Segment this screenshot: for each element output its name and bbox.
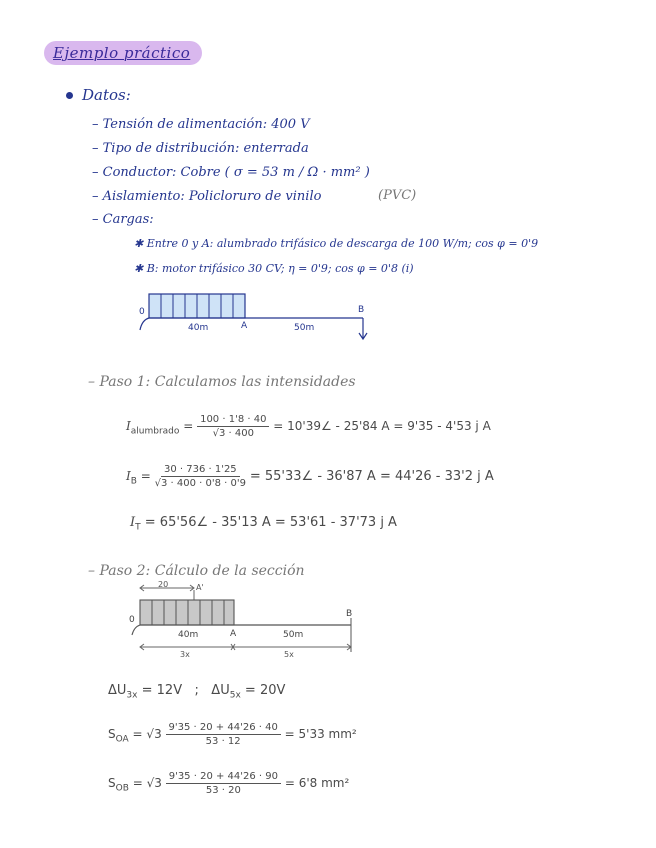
load-diagram-2 — [126, 580, 366, 660]
subscript: 3x — [126, 690, 138, 701]
fraction-denominator: √3 · 400 — [212, 428, 254, 439]
length-50-label: 50m — [283, 630, 304, 640]
paso2-text: Paso 2: Cálculo de la sección — [99, 563, 305, 579]
result-text: = 55'33∠ - 36'87 A = 44'26 - 33'2 j A — [249, 469, 494, 484]
subscript: T — [135, 522, 141, 533]
carga-item: ✱ B: motor trifásico 30 CV; η = 0'9; cos φ = 0'8 (i) — [134, 262, 414, 275]
result-text: = 65'56∠ - 35'13 A = 53'61 - 37'73 j A — [144, 515, 397, 530]
datos-heading: Datos: — [82, 86, 131, 104]
value-text: = 12V — [141, 683, 183, 698]
sqrt3: = √3 — [132, 727, 162, 741]
dim-3x-label: 3x — [180, 650, 190, 659]
formula-i-b: $I_B$ = $\frac{30 \cdot 736 \cdot 1'25}{√3 \cdot 400 \cdot 0'8 \cdot 0'9}$ = 55'33∠ - 36'87 A = 44'26 - 33'2 j A — [126, 464, 494, 489]
symbol-du: ΔU — [211, 683, 230, 698]
result-text: = 5'33 mm² — [284, 727, 357, 741]
node-a-label: A — [241, 321, 248, 331]
symbol-s: S — [108, 727, 116, 741]
carga-text: Entre 0 y A: alumbrado trifásico de descarga de 100 W/m; cos φ = 0'9 — [146, 237, 539, 250]
subscript: 5x — [229, 690, 241, 701]
length-40-label: 40m — [178, 630, 199, 640]
subscript: OB — [115, 783, 129, 794]
formula-i-total — [130, 515, 397, 533]
formula-s-oa — [108, 722, 357, 747]
bullet-dot — [66, 92, 73, 99]
source-arrow — [140, 318, 149, 330]
dato-text: Tipo de distribución: enterrada — [102, 141, 309, 156]
paso1-label: – Paso 1: Calculamos las intensidades — [88, 374, 356, 390]
distributed-load-area — [140, 600, 234, 625]
value-text: = 20V — [244, 683, 286, 698]
dato-item: – Tipo de distribución: enterrada — [92, 141, 309, 156]
separator: ; — [194, 683, 199, 698]
fraction-denominator: 53 · 20 — [205, 785, 241, 796]
dato-text: Aislamiento: Policloruro de vinilo — [102, 189, 322, 204]
dim-5x-label: 5x — [284, 650, 294, 659]
dato-item: – Tensión de alimentación: 400 V — [92, 117, 310, 132]
carga-item: ✱ Entre 0 y A: alumbrado trifásico de descarga de 100 W/m; cos φ = 0'9 — [134, 237, 539, 250]
node-b-label: B — [346, 609, 353, 619]
dim-20-label: 20 — [158, 580, 169, 589]
subscript: alumbrado — [130, 426, 180, 437]
symbol-i: I — [126, 469, 131, 483]
symbol-s: S — [108, 776, 116, 790]
fraction-numerator: 9'35 · 20 + 44'26 · 40 — [166, 722, 281, 735]
load-diagram-1 — [128, 288, 388, 346]
paso1-text: Paso 1: Calculamos las intensidades — [99, 374, 356, 390]
length-50-label: 50m — [294, 323, 315, 333]
node-o-label: 0 — [129, 615, 135, 625]
dato-text: Cargas: — [102, 212, 154, 227]
fraction-numerator: 30 · 736 · 1'25 — [161, 464, 240, 477]
sqrt3: = √3 — [132, 776, 162, 790]
length-40-label: 40m — [188, 323, 209, 333]
carga-text: B: motor trifásico 30 CV; η = 0'9; cos φ = 0'8 (i) — [146, 262, 414, 275]
node-a-label: A — [230, 629, 237, 639]
fraction-numerator: 9'35 · 20 + 44'26 · 90 — [166, 771, 281, 784]
page-title: Ejemplo práctico — [53, 44, 191, 62]
formula-i-alumbrado: $I_{alumbrado}$ = $\frac{100 \cdot 1'8 \cdot 40}{√3 \cdot 400}$ = 10'39∠ - 25'84 A = 9'35 - 4'53 j A — [126, 414, 491, 439]
symbol-i: I — [126, 419, 131, 433]
dato-item: – Cargas: — [92, 212, 154, 227]
fraction-denominator: √3 · 400 · 0'8 · 0'9 — [154, 478, 247, 489]
fraction-denominator: 53 · 12 — [205, 736, 241, 747]
subscript: OA — [115, 734, 129, 745]
dato-item: – Aislamiento: Policloruro de vinilo — [92, 189, 322, 204]
result-text: = 10'39∠ - 25'84 A = 9'35 - 4'53 j A — [273, 419, 491, 433]
source-arrow — [132, 625, 140, 635]
voltage-drop-line — [108, 683, 285, 701]
paso2-label: – Paso 2: Cálculo de la sección — [88, 563, 305, 579]
dato-item: – Conductor: Cobre ( σ = 53 m / Ω · mm² ) — [92, 165, 370, 180]
node-b-label: B — [358, 305, 365, 315]
dato-text: Conductor: Cobre ( σ = 53 m / Ω · mm² ) — [102, 165, 370, 180]
subscript: B — [130, 476, 137, 487]
node-o-label: 0 — [139, 307, 145, 317]
fraction-numerator: 100 · 1'8 · 40 — [197, 414, 269, 427]
pvc-note: (PVC) — [378, 188, 417, 203]
result-text: = 6'8 mm² — [284, 776, 350, 790]
node-aprime-label: A' — [196, 583, 204, 592]
symbol-du: ΔU — [108, 683, 127, 698]
symbol-i: I — [130, 515, 136, 530]
formula-s-ob — [108, 771, 349, 796]
dato-text: Tensión de alimentación: 400 V — [102, 117, 310, 132]
